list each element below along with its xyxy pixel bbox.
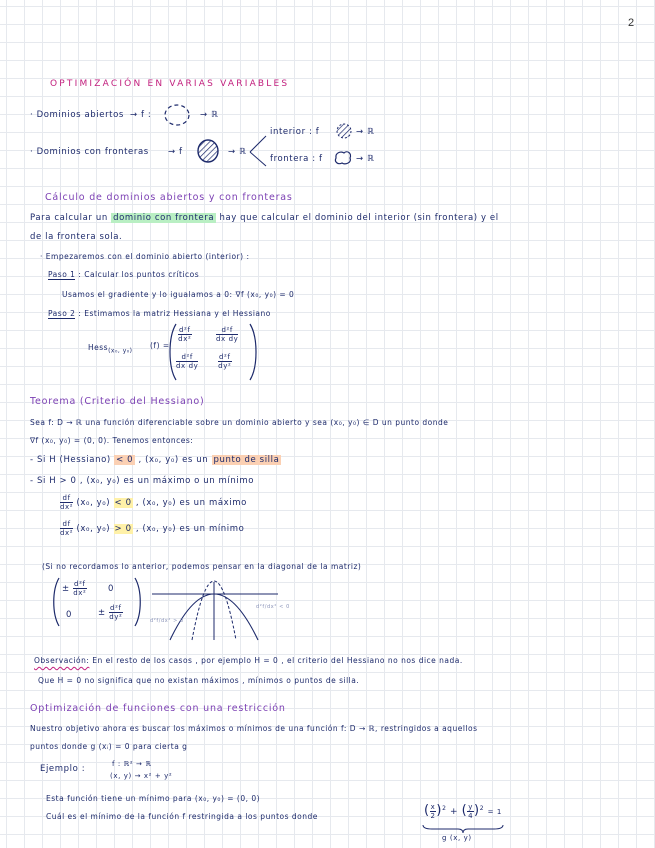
frontera-target: → ℝ [356, 154, 375, 164]
hess-m21 [176, 353, 198, 370]
step1-text: : Calcular los puntos críticos [78, 270, 200, 279]
calc-start: · Empezaremos con el dominio abierto (interior) : [40, 252, 250, 261]
hess-m21-num: d²f [176, 353, 198, 362]
case3-highlight: < 0 [114, 498, 132, 508]
step1-detail: Usamos el gradiente y lo igualamos a 0: ∇f (x₀, y₀) = 0 [62, 290, 295, 299]
step1 [48, 270, 199, 279]
open-domains-target: → ℝ [200, 110, 219, 120]
theorem-case1 [30, 455, 281, 465]
open-domains-map: → f : [130, 110, 152, 120]
calc-line2: de la frontera sola. [30, 232, 123, 242]
theorem-heading: Teorema (Criterio del Hessiano) [30, 396, 205, 407]
hess-m22-num: d²f [219, 353, 231, 361]
constraint-y-num: y [468, 803, 474, 811]
case3-b: , (x₀, y₀) es un máximo [135, 498, 247, 508]
theorem-case2: - Si H > 0 , (x₀, y₀) es un máximo o un mínimo [30, 476, 255, 486]
diag-d22-den: dy² [109, 613, 123, 621]
theorem-case3 [60, 494, 247, 511]
case3-num: df [60, 494, 73, 503]
diag-d22 [98, 604, 123, 621]
constraint-plus: + [449, 807, 459, 817]
concavity-graph [152, 582, 282, 642]
hess-m12-num: d²f [216, 326, 238, 335]
hess-m11-den: dx² [178, 335, 192, 343]
hess-arg: (f) = [150, 341, 170, 350]
case3-a: (x₀, y₀) [76, 498, 111, 508]
calc-line1-b: hay que calcular el dominio del interior (sin frontera) y el [219, 213, 499, 223]
hess-m12 [216, 326, 238, 343]
example-label: Ejemplo : [40, 764, 86, 774]
constraint-underbrace [422, 824, 504, 834]
border-domain-hatched-icon [196, 138, 222, 164]
theorem-line2: ∇f (x₀, y₀) = (0, 0). Tenemos entonces: [30, 436, 194, 445]
hess-m22-den: dy² [218, 362, 232, 370]
hess-sub: (x₀, y₀) [108, 347, 133, 355]
diag-d11-sign: ± [62, 584, 70, 594]
step2 [48, 309, 271, 318]
page-title: OPTIMIZACIÓN EN VARIAS VARIABLES [50, 79, 290, 89]
diag-d22-num: d²f [110, 604, 122, 612]
step2-label: Paso 2 [48, 309, 76, 318]
restricted-heading: Optimización de funciones con una restricción [30, 703, 286, 714]
min-line: Esta función tiene un mínimo para (x₀, y₀) = (0, 0) [46, 794, 261, 803]
hess-m22 [218, 353, 232, 370]
frontera-label: frontera : f [270, 154, 323, 164]
case1-a: - Si H (Hessiano) [30, 455, 111, 465]
case1-saddle: punto de silla [213, 455, 280, 465]
diag-d11-num: d²f [74, 580, 86, 588]
question-line: Cuál es el mínimo de la función f restringida a los puntos donde [46, 812, 318, 821]
calc-line1-highlight: dominio con frontera [113, 213, 215, 223]
calc-line1-a: Para calcular un [30, 213, 108, 223]
open-domains-label: · Dominios abiertos [30, 110, 124, 120]
observation-text1: En el resto de los casos , por ejemplo H = 0 , el criterio del Hessiano no nos dice nada. [92, 656, 463, 665]
hess-label [88, 343, 133, 355]
frontera-outline-icon [332, 149, 354, 167]
constraint-x-num: x [430, 803, 436, 811]
restricted-line2: puntos donde g (xᵢ) = 0 para cierta g [30, 742, 188, 751]
constraint-y-den: 4 [468, 812, 474, 820]
diag-d22-sign: ± [98, 608, 106, 618]
constraint-g: g (x, y) [442, 834, 472, 842]
theorem-line1: Sea f: D → ℝ una función diferenciable sobre un dominio abierto y sea (x₀, y₀) ∈ D un punto donde [30, 418, 449, 427]
open-domain-dashed-icon [162, 102, 192, 128]
hess-m21-den: dx dy [176, 362, 199, 370]
calc-line1 [30, 213, 499, 223]
diag-d11 [62, 580, 87, 597]
hess-name: Hess [88, 343, 109, 352]
constraint-expression: ( $\frac{x}{2}$ )$^2$ + ( $\frac{y}{4}$ )$^2$ = 1 [424, 803, 502, 820]
interior-target: → ℝ [356, 127, 375, 137]
case4-den: dx² [60, 529, 74, 537]
diag-d12: 0 [108, 584, 115, 594]
step2-text: : Estimamos la matriz Hessiana y el Hessiano [78, 309, 271, 318]
diag-d21: 0 [66, 610, 73, 620]
case4-a: (x₀, y₀) [76, 524, 111, 534]
case4-b: , (x₀, y₀) es un mínimo [135, 524, 245, 534]
case1-b: , (x₀, y₀) es un [138, 455, 209, 465]
hess-m11 [178, 326, 192, 343]
observation-line1 [34, 656, 463, 665]
example-f1: f : ℝ² → ℝ [112, 760, 152, 768]
observation-line2: Que H = 0 no significa que no existan máximos , mínimos o puntos de silla. [38, 676, 360, 685]
branch-arrows-icon [248, 132, 270, 172]
border-domains-map: → f [168, 147, 183, 157]
constraint-x-den: 2 [430, 812, 436, 820]
graph-label-left: d²f/dx² > 0 [150, 618, 184, 624]
hess-m11-num: d²f [179, 326, 191, 334]
theorem-case4 [60, 520, 244, 537]
calc-heading: Cálculo de dominios abiertos y con fronteras [45, 192, 293, 203]
example-f2: (x, y) → x² + y² [110, 772, 173, 780]
graph-label-right: d²f/dx² < 0 [256, 604, 290, 610]
interior-label: interior : f [270, 127, 320, 137]
case4-highlight: > 0 [114, 524, 132, 534]
diagonal-note: (Si no recordamos lo anterior, podemos pensar en la diagonal de la matriz) [42, 562, 362, 571]
restricted-line1: Nuestro objetivo ahora es buscar los máximos o mínimos de una función f: D → ℝ, restringidos a aquellos [30, 724, 478, 733]
case3-den: dx² [60, 503, 74, 511]
observation-label: Observación: [34, 656, 90, 665]
interior-dashed-hatched-icon [334, 122, 354, 140]
constraint-eq: = 1 [487, 808, 502, 816]
diag-d11-den: dx² [73, 589, 87, 597]
page-number: 2 [628, 17, 635, 29]
hess-m12-den: dx dy [216, 335, 239, 343]
case4-num: df [60, 520, 73, 529]
border-domains-label: · Dominios con fronteras [30, 147, 149, 157]
step1-label: Paso 1 [48, 270, 76, 279]
case1-highlight: < 0 [116, 455, 134, 465]
border-domains-target: → ℝ [228, 147, 247, 157]
